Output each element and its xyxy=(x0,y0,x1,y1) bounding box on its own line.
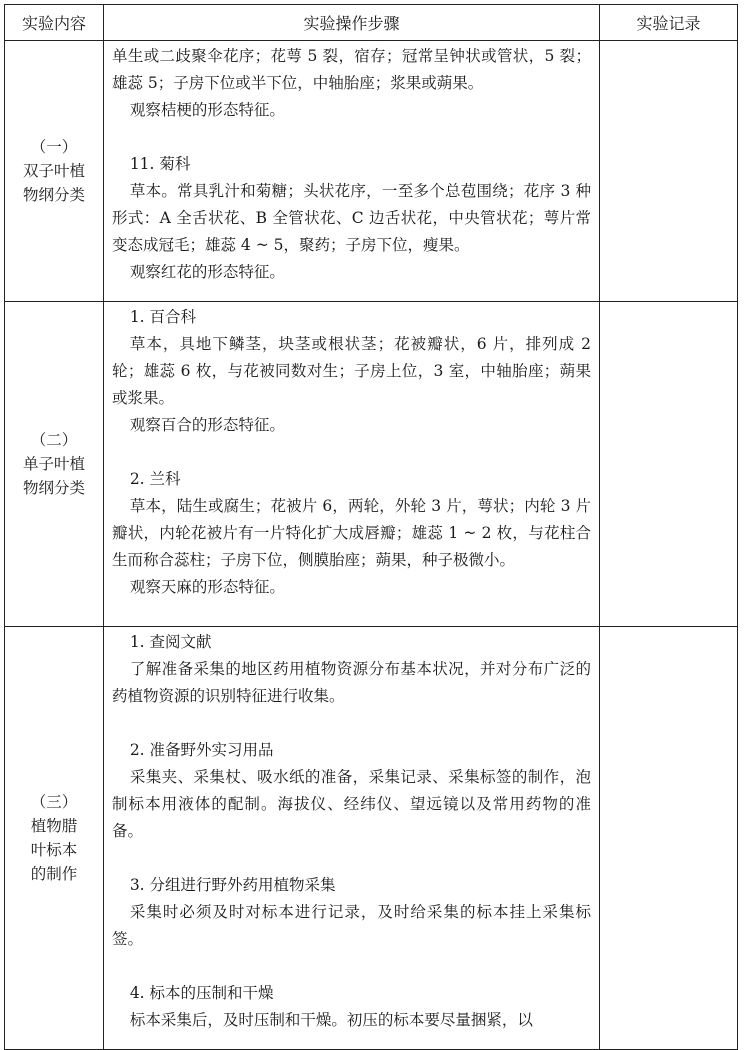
experiment-table xyxy=(4,4,738,1050)
step-paragraph: 2. 兰科 xyxy=(129,470,181,488)
steps-cell xyxy=(104,302,600,627)
record-cell[interactable] xyxy=(600,302,738,627)
content-cell xyxy=(5,41,104,302)
content-line: 双子叶植 xyxy=(22,162,85,180)
step-paragraph: 草本，陆生或腐生；花被片 6，两轮，外轮 3 片，萼状；内轮 3 片瓣状，内轮花被片有一片特化扩大成唇瓣；雄蕊 1 ~ 2 枚，与花柱合生而称合蕊柱；子房下位，侧膜胎座；蒴果，种子极微小。 xyxy=(112,497,591,569)
record-cell[interactable] xyxy=(600,41,738,302)
steps-cell xyxy=(104,627,600,1050)
content-line: 植物腊 xyxy=(30,817,78,835)
step-paragraph: 4. 标本的压制和干燥 xyxy=(129,984,274,1002)
content-cell xyxy=(5,302,104,627)
step-paragraph: 单生或二歧聚伞花序；花萼 5 裂，宿存；冠常呈钟状或管状，5 裂；雄蕊 5；子房下位或半下位，中轴胎座；浆果或蒴果。 xyxy=(112,47,591,92)
step-paragraph: 观察桔梗的形态特征。 xyxy=(129,101,285,119)
header-content: 实验内容 xyxy=(5,5,104,41)
content-line: （三） xyxy=(30,793,78,811)
header-steps: 实验操作步骤 xyxy=(104,5,600,41)
step-paragraph: 观察天麻的形态特征。 xyxy=(129,578,285,596)
step-paragraph: 草本，具地下鳞茎，块茎或根状茎；花被瓣状，6 片，排列成 2 轮；雄蕊 6 枚，与花被同数对生；子房上位，3 室，中轴胎座；蒴果或浆果。 xyxy=(112,335,591,407)
blank-line xyxy=(112,124,591,151)
step-paragraph: 采集夹、采集杖、吸水纸的准备，采集记录、采集标签的制作，泡制标本用液体的配制。海拔仪、经纬仪、望远镜以及常用药物的准备。 xyxy=(112,768,591,840)
step-paragraph: 观察红花的形态特征。 xyxy=(129,263,285,281)
table-row xyxy=(5,41,738,302)
step-paragraph: 1. 查阅文献 xyxy=(129,633,212,651)
record-cell[interactable] xyxy=(600,627,738,1050)
step-paragraph: 11. 菊科 xyxy=(129,155,191,173)
table-row xyxy=(5,627,738,1050)
content-line: 单子叶植 xyxy=(22,455,85,473)
content-line: 物纲分类 xyxy=(22,479,85,497)
table-row xyxy=(5,302,738,627)
blank-line xyxy=(112,710,591,737)
content-line: （一） xyxy=(30,138,78,156)
step-paragraph: 采集时必须及时对标本进行记录，及时给采集的标本挂上采集标签。 xyxy=(112,903,591,948)
content-line: 叶标本 xyxy=(30,841,78,859)
step-paragraph: 观察百合的形态特征。 xyxy=(129,416,285,434)
content-line: 物纲分类 xyxy=(22,186,85,204)
step-paragraph: 1. 百合科 xyxy=(129,308,197,326)
steps-clip xyxy=(112,629,591,1045)
content-line: 的制作 xyxy=(30,865,78,883)
step-paragraph: 2. 准备野外实习用品 xyxy=(129,741,274,759)
blank-line xyxy=(112,953,591,980)
step-paragraph: 了解准备采集的地区药用植物资源分布基本状况，并对分布广泛的药植物资源的识别特征进行收集。 xyxy=(112,660,591,705)
content-line: （二） xyxy=(30,431,78,449)
step-paragraph: 标本采集后，及时压制和干燥。初压的标本要尽量捆紧，以 xyxy=(129,1011,533,1029)
step-paragraph: 草本。常具乳汁和菊糖；头状花序，一至多个总苞围绕；花序 3 种形式：A 全舌状花、B 全管状花、C 边舌状花，中央管状花；萼片常变态成冠毛；雄蕊 4 ~ 5，聚药；子房下位，瘦果。 xyxy=(112,182,591,254)
table-header-row xyxy=(5,5,738,41)
header-record: 实验记录 xyxy=(600,5,738,41)
blank-line xyxy=(112,439,591,466)
content-cell xyxy=(5,627,104,1050)
step-paragraph: 3. 分组进行野外药用植物采集 xyxy=(129,876,336,894)
blank-line xyxy=(112,845,591,872)
steps-cell xyxy=(104,41,600,302)
